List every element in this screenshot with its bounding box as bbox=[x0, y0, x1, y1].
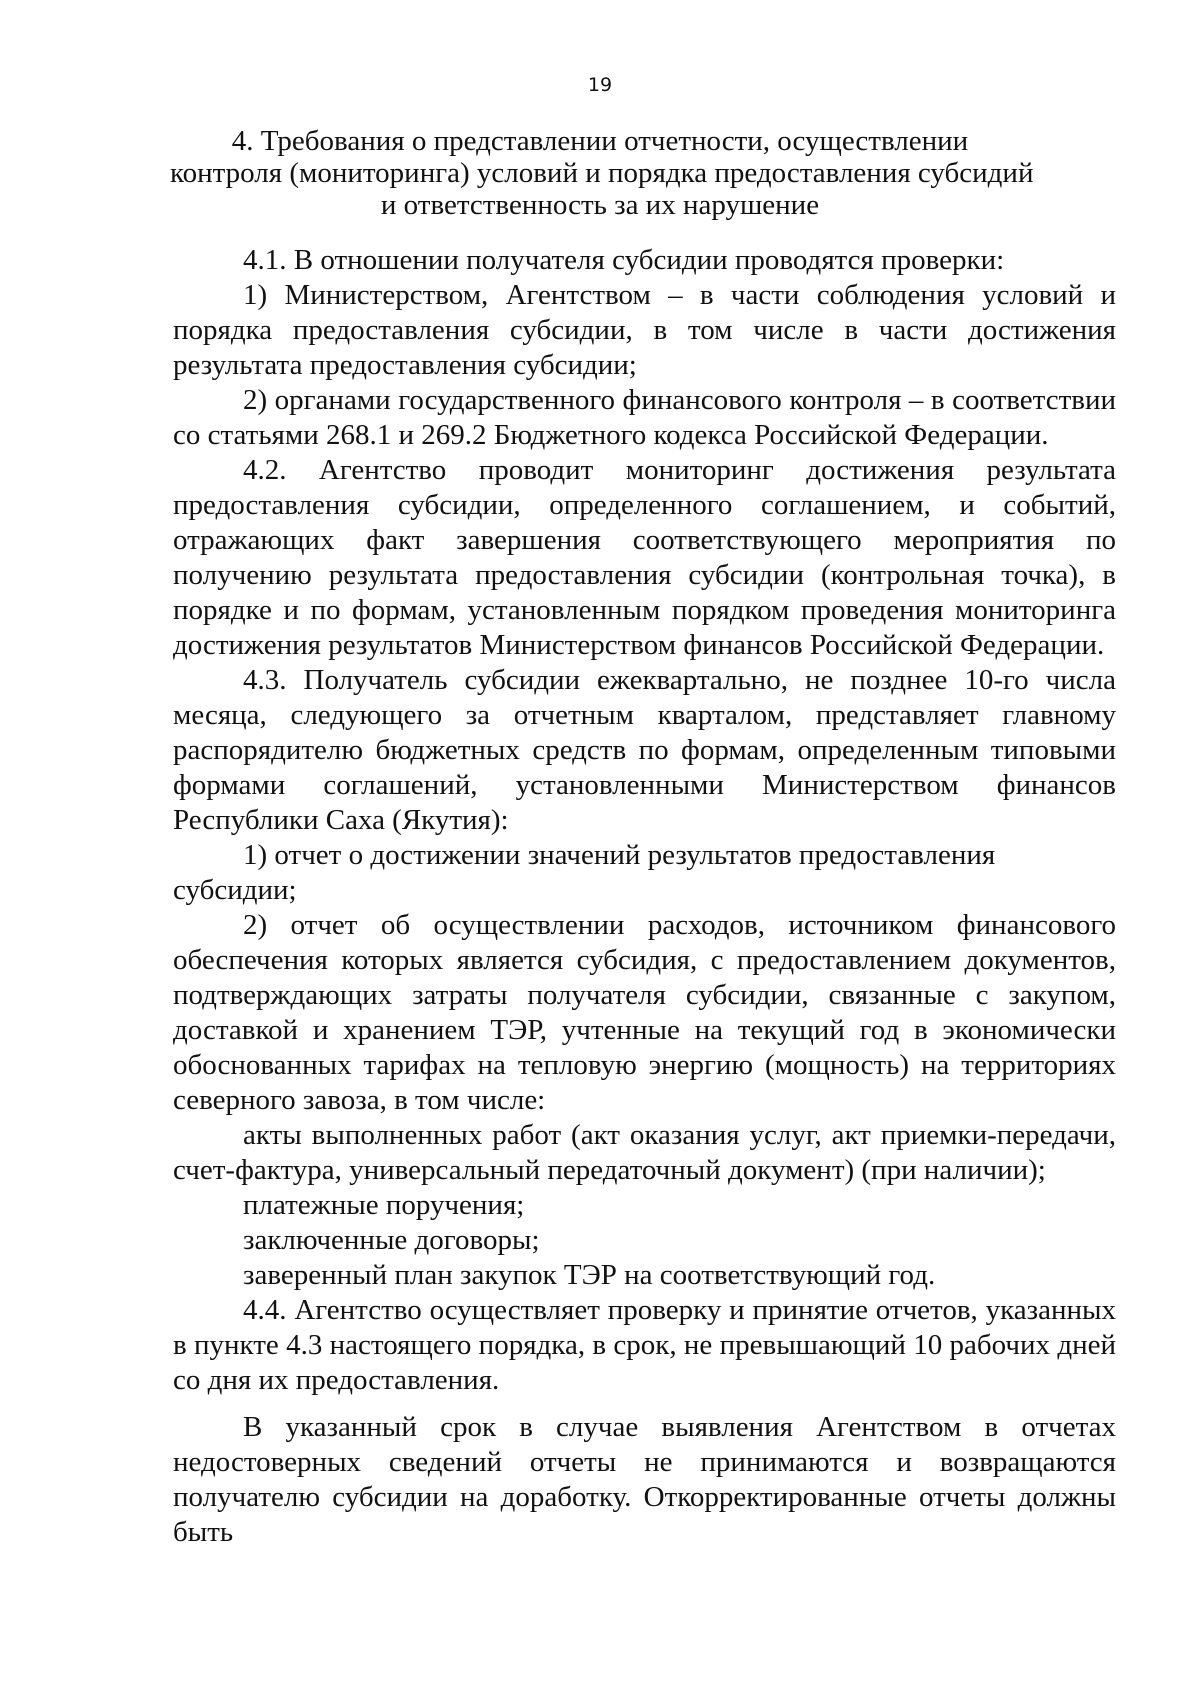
paragraph-contracts: заключенные договоры; bbox=[243, 1224, 540, 1256]
document-body bbox=[173, 243, 1116, 1550]
paragraph-4-2: 4.2. Агентство проводит мониторинг достижения результата предоставления субсидии, определенного соглашением, и событий, отражающих факт завершения соответствующего мероприятия по получению результата предоставления субсидии (контрольная точка), в порядке и по формам, установленным порядком проведения мониторинга достижения результатов Министерством финансов Российской Федерации. bbox=[173, 454, 1116, 661]
paragraph-4-3: 4.3. Получатель субсидии ежеквартально, не позднее 10-го числа месяца, следующего за отчетным кварталом, представляет главному распорядителю бюджетных средств по формам, определенным типовыми формами соглашений, установленными Министерством финансов Республики Саха (Якутия): bbox=[173, 664, 1116, 836]
paragraph-4-3-item-1: 1) отчет о достижении значений результатов предоставления субсидии; bbox=[173, 839, 996, 906]
paragraph-payment-orders: платежные поручения; bbox=[243, 1189, 525, 1221]
paragraph-4-4: 4.4. Агентство осуществляет проверку и принятие отчетов, указанных в пункте 4.3 настоящего порядка, в срок, не превышающий 10 рабочих дней со дня их предоставления. bbox=[173, 1294, 1116, 1396]
paragraph-purchase-plan: заверенный план закупок ТЭР на соответствующий год. bbox=[243, 1259, 936, 1291]
paragraph-acts: акты выполненных работ (акт оказания услуг, акт приемки-передачи, счет-фактура, универсальный передаточный документ) (при наличии); bbox=[173, 1119, 1116, 1186]
section-heading-line-2: контроля (мониторинга) условий и порядка предоставления субсидий bbox=[170, 157, 1034, 189]
section-heading bbox=[170, 125, 1034, 221]
page-number: 19 bbox=[587, 74, 613, 96]
paragraph-revision: В указанный срок в случае выявления Агентством в отчетах недостоверных сведений отчеты не принимаются и возвращаются получателю субсидии на доработку. Откорректированные отчеты должны быть bbox=[173, 1411, 1116, 1548]
paragraph-4-1-item-1: 1) Министерством, Агентством – в части соблюдения условий и порядка предоставления субсидии, в том числе в части достижения результата предоставления субсидии; bbox=[173, 279, 1116, 381]
paragraph-4-3-item-2: 2) отчет об осуществлении расходов, источником финансового обеспечения которых является субсидия, с предоставлением документов, подтверждающих затраты получателя субсидии, связанные с закупом, доставкой и хранением ТЭР, учтенные на текущий год в экономически обоснованных тарифах на тепловую энергию (мощность) на территориях северного завоза, в том числе: bbox=[173, 909, 1116, 1116]
section-heading-line-1: 4. Требования о представлении отчетности, осуществлении bbox=[231, 125, 969, 157]
section-heading-line-3: и ответственность за их нарушение bbox=[380, 189, 820, 221]
paragraph-4-1: 4.1. В отношении получателя субсидии проводятся проверки: bbox=[243, 244, 1005, 276]
paragraph-4-1-item-2: 2) органами государственного финансового контроля – в соответствии со статьями 268.1 и 269.2 Бюджетного кодекса Российской Федерации. bbox=[173, 384, 1116, 451]
